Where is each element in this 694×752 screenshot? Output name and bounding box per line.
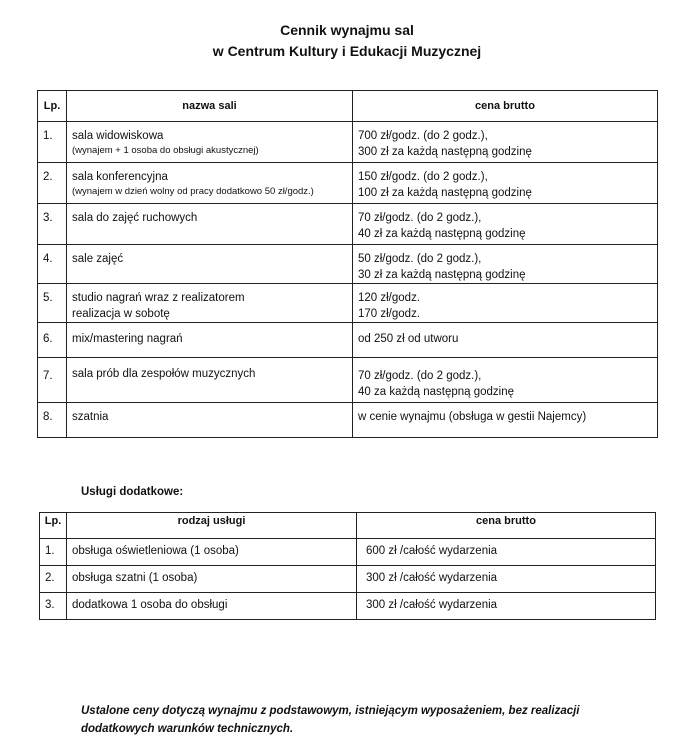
row-number: 1. — [45, 545, 55, 557]
pricing-note: Ustalone ceny dotyczą wynajmu z podstawowym, istniejącym wyposażeniem, bez realizacji dodatkowych warunków technicznych. — [81, 705, 580, 735]
row-number: 6. — [43, 333, 53, 345]
room-price-table — [37, 90, 658, 438]
price-line: 40 zł za każdą następną godzinę — [358, 228, 526, 240]
room-name: sala widowiskowa — [72, 130, 164, 142]
room-name-line2: realizacja w sobotę — [72, 308, 170, 320]
price-line: 300 zł za każdą następną godzinę — [358, 146, 532, 158]
row-number: 7. — [43, 370, 53, 382]
room-name: mix/mastering nagrań — [72, 333, 183, 345]
room-name: sala prób dla zespołów muzycznych — [72, 368, 256, 380]
row-number: 5. — [43, 292, 53, 304]
price-line: w cenie wynajmu (obsługa w gestii Najemcy) — [358, 411, 587, 423]
room-name: szatnia — [72, 411, 109, 423]
header-room-name: nazwa sali — [67, 91, 353, 122]
table-header-row — [40, 513, 656, 539]
room-name: sale zajęć — [72, 253, 124, 265]
header-price: cena brutto — [353, 91, 658, 122]
room-note: (wynajem w dzień wolny od pracy dodatkowo 50 zł/godz.) — [72, 186, 314, 197]
table-header-row — [38, 91, 658, 122]
price-line: 170 zł/godz. — [358, 308, 421, 320]
price-line: od 250 zł od utworu — [358, 333, 459, 345]
table-row — [40, 539, 656, 566]
table-row — [38, 403, 658, 438]
price-line: 40 za każdą następną godzinę — [358, 386, 515, 398]
price-line: 100 zł za każdą następną godzinę — [358, 187, 532, 199]
price-line: 70 zł/godz. (do 2 godz.), — [358, 212, 482, 224]
row-number: 2. — [45, 572, 55, 584]
extra-services-table — [39, 512, 656, 620]
header-service-name: rodzaj usługi — [67, 513, 357, 539]
extras-heading: Usługi dodatkowe: — [81, 486, 184, 498]
price-line: 120 zł/godz. — [358, 292, 421, 304]
table-row — [38, 245, 658, 284]
row-number: 3. — [43, 212, 53, 224]
table-row — [40, 593, 656, 620]
room-name: studio nagrań wraz z realizatorem — [72, 292, 245, 304]
document-title: Cennik wynajmu sal — [280, 22, 414, 38]
price-line: 30 zł za każdą następną godzinę — [358, 269, 526, 281]
price-line: 70 zł/godz. (do 2 godz.), — [358, 370, 482, 382]
service-name: obsługa oświetleniowa (1 osoba) — [72, 545, 239, 557]
table-row — [38, 122, 658, 163]
row-number: 8. — [43, 411, 53, 423]
room-note: (wynajem + 1 osoba do obsługi akustycznej) — [72, 145, 259, 156]
service-name: dodatkowa 1 osoba do obsługi — [72, 599, 228, 611]
row-number: 3. — [45, 599, 55, 611]
service-price: 300 zł /całość wydarzenia — [366, 572, 498, 584]
service-name: obsługa szatni (1 osoba) — [72, 572, 198, 584]
table-row — [38, 284, 658, 323]
header-lp: Lp. — [40, 513, 67, 539]
price-line: 150 zł/godz. (do 2 godz.), — [358, 171, 488, 183]
row-number: 1. — [43, 130, 53, 142]
header-price: cena brutto — [357, 513, 656, 539]
table-row — [38, 163, 658, 204]
service-price: 600 zł /całość wydarzenia — [366, 545, 498, 557]
document-subtitle: w Centrum Kultury i Edukacji Muzycznej — [212, 43, 482, 59]
table-row — [38, 358, 658, 403]
table-row — [38, 323, 658, 358]
table-row — [40, 566, 656, 593]
price-line: 700 zł/godz. (do 2 godz.), — [358, 130, 488, 142]
table-row — [38, 204, 658, 245]
row-number: 2. — [43, 171, 53, 183]
row-number: 4. — [43, 253, 53, 265]
header-lp: Lp. — [38, 91, 67, 122]
price-line: 50 zł/godz. (do 2 godz.), — [358, 253, 482, 265]
room-name: sala konferencyjna — [72, 171, 168, 183]
room-name: sala do zajęć ruchowych — [72, 212, 198, 224]
service-price: 300 zł /całość wydarzenia — [366, 599, 498, 611]
